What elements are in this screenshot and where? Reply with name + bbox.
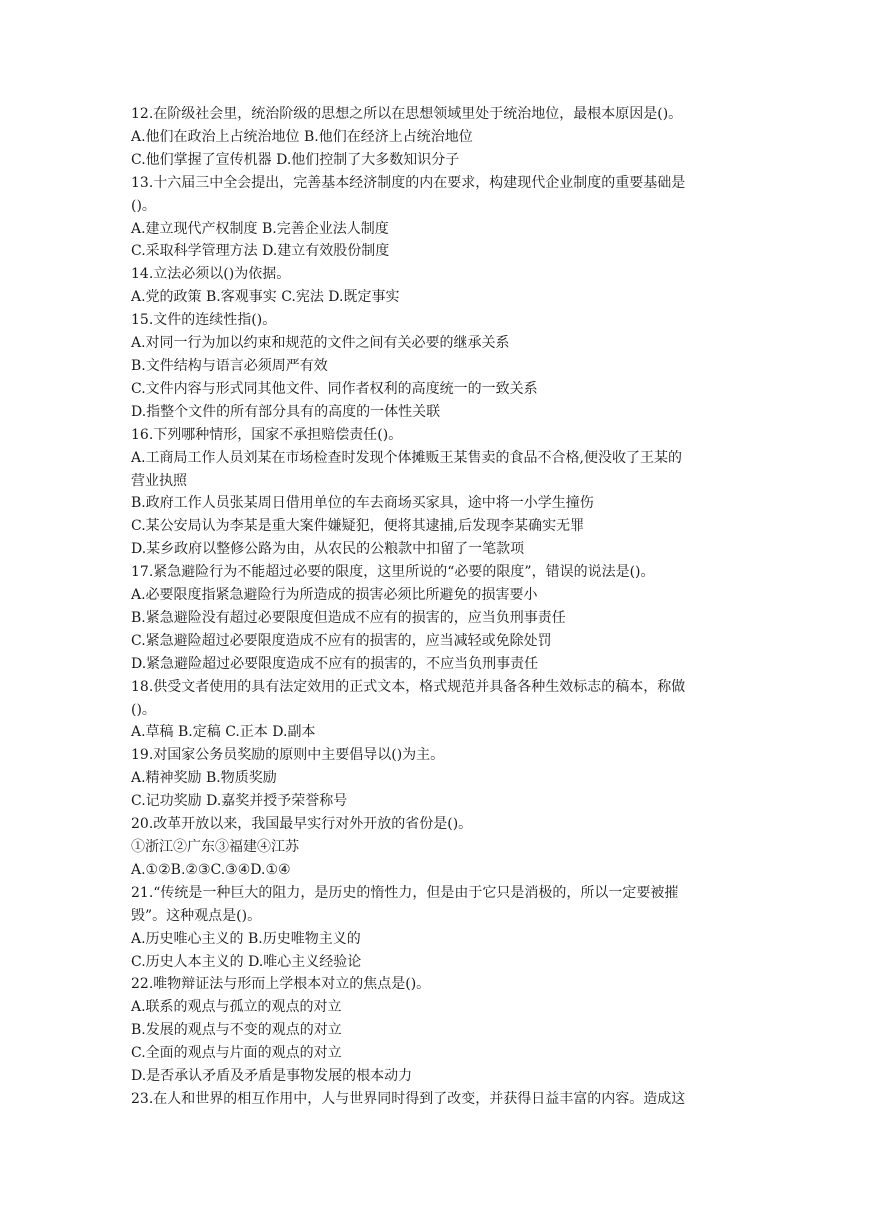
text-line: 营业执照 — [131, 472, 187, 489]
text-line: 20.改革开放以来，我国最早实行对外开放的省份是()。 — [131, 816, 473, 833]
text-line: C.他们掌握了宣传机器 D.他们控制了大多数知识分子 — [131, 151, 460, 168]
text-line: 18.供受文者使用的具有法定效用的正式文本，格式规范并具备各种生效标志的稿本，称做 — [131, 678, 686, 695]
text-line: D.某乡政府以整修公路为由，从农民的公粮款中扣留了一笔款项 — [131, 541, 525, 558]
text-line: A.联系的观点与孤立的观点的对立 — [131, 999, 342, 1016]
text-line: 15.文件的连续性指()。 — [131, 312, 277, 329]
text-line: C.某公安局认为李某是重大案件嫌疑犯，便将其逮捕,后发现李某确实无罪 — [131, 518, 585, 535]
text-line: 12.在阶级社会里，统治阶级的思想之所以在思想领域里处于统治地位，最根本原因是()。 — [131, 106, 683, 122]
text-line: 17.紧急避险行为不能超过必要的限度，这里所说的“必要的限度”，错误的说法是()。 — [131, 564, 655, 581]
text-line: 21.“传统是一种巨大的阻力，是历史的惰性力，但是由于它只是消极的，所以一定要被摧 — [131, 884, 679, 901]
text-line: C.紧急避险超过必要限度造成不应有的损害的，应当减轻或免除处罚 — [131, 632, 552, 649]
text-line: ()。 — [131, 197, 156, 214]
text-line: A.草稿 B.定稿 C.正本 D.副本 — [131, 724, 316, 741]
text-line: 毁”。这种观点是()。 — [131, 907, 262, 924]
text-line: C.采取科学管理方法 D.建立有效股份制度 — [131, 243, 390, 260]
text-line: A.他们在政治上占统治地位 B.他们在经济上占统治地位 — [131, 128, 473, 145]
text-line: 22.唯物辩证法与形而上学根本对立的焦点是()。 — [131, 976, 431, 993]
text-line: B.政府工作人员张某周日借用单位的车去商场买家具，途中将一小学生撞伤 — [131, 495, 594, 512]
text-line: C.全面的观点与片面的观点的对立 — [131, 1045, 342, 1062]
text-line: C.记功奖励 D.嘉奖并授予荣誉称号 — [131, 793, 348, 810]
text-line: 19.对国家公务员奖励的原则中主要倡导以()为主。 — [131, 747, 445, 764]
text-line: A.①②B.②③C.③④D.①④ — [131, 861, 291, 878]
text-line: 16.下列哪种情形，国家不承担赔偿责任()。 — [131, 426, 403, 443]
text-line: A.对同一行为加以约束和规范的文件之间有关必要的继承关系 — [131, 335, 510, 352]
text-line: A.精神奖励 B.物质奖励 — [131, 770, 277, 787]
text-line: ()。 — [131, 701, 156, 718]
text-line: A.必要限度指紧急避险行为所造成的损害必须比所避免的损害要小 — [131, 587, 538, 604]
text-line: B.文件结构与语言必须周严有效 — [131, 357, 328, 374]
text-line: A.党的政策 B.客观事实 C.宪法 D.既定事实 — [131, 289, 400, 306]
text-line: 13.十六届三中全会提出，完善基本经济制度的内在要求，构建现代企业制度的重要基础是 — [131, 174, 686, 191]
text-line: A.历史唯心主义的 B.历史唯物主义的 — [131, 930, 361, 947]
text-line: 14.立法必须以()为依据。 — [131, 266, 291, 283]
document-page — [131, 103, 741, 1111]
text-line: B.发展的观点与不变的观点的对立 — [131, 1022, 342, 1039]
text-line: D.指整个文件的所有部分具有的高度的一体性关联 — [131, 403, 441, 420]
text-line: D.是否承认矛盾及矛盾是事物发展的根本动力 — [131, 1068, 413, 1085]
text-line: 23.在人和世界的相互作用中，人与世界同时得到了改变，并获得日益丰富的内容。造成这 — [131, 1090, 686, 1107]
text-line: ①浙江②广东③福建④江苏 — [131, 839, 299, 855]
text-line: C.文件内容与形式同其他文件、同作者权利的高度统一的一致关系 — [131, 380, 538, 397]
text-line: D.紧急避险超过必要限度造成不应有的损害的，不应当负刑事责任 — [131, 655, 539, 672]
text-line: B.紧急避险没有超过必要限度但造成不应有的损害的，应当负刑事责任 — [131, 609, 566, 626]
text-line: A.工商局工作人员刘某在市场检查时发现个体摊贩王某售卖的食品不合格,便没收了王某的 — [131, 449, 683, 466]
text-line: A.建立现代产权制度 B.完善企业法人制度 — [131, 220, 389, 237]
text-line: C.历史人本主义的 D.唯心主义经验论 — [131, 953, 362, 970]
